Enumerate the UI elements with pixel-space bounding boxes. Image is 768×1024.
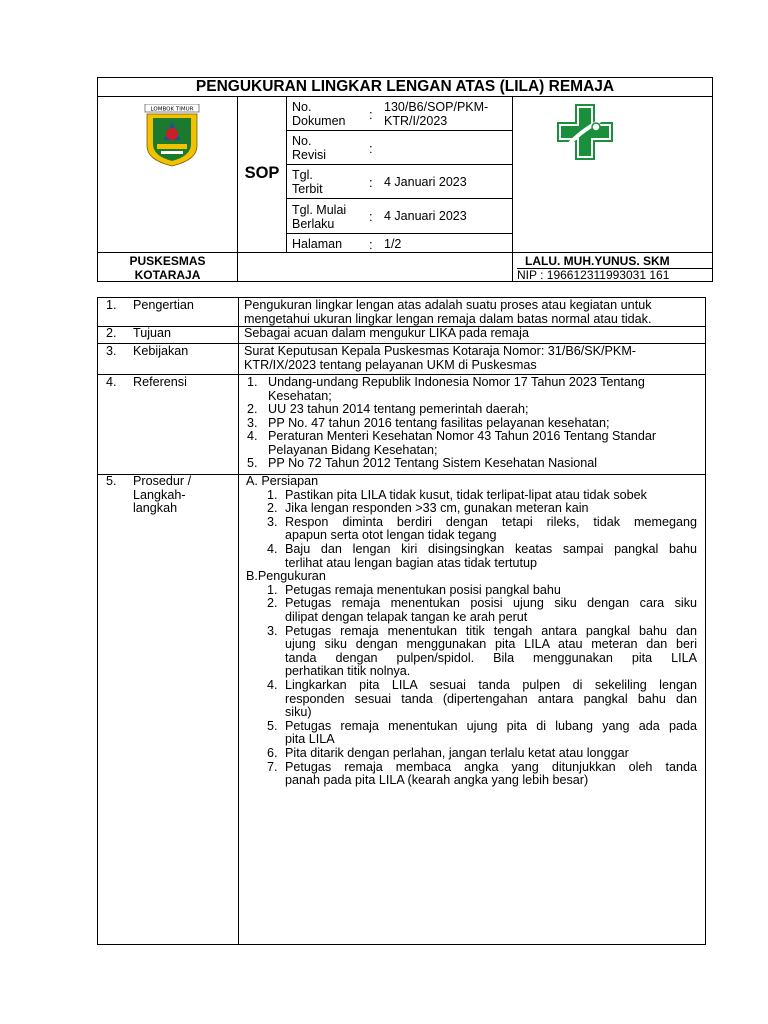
list-text-line: responden sesuai tanda (dipertengahan antara pangkal bahu dan — [285, 691, 697, 706]
list-number: 5. — [267, 718, 278, 733]
list-number: 3. — [267, 514, 278, 529]
list-text-line: Pelayanan Bidang Kesehatan; — [268, 442, 438, 457]
section-name: Referensi — [133, 375, 187, 389]
section-name: Pengertian — [133, 298, 194, 312]
list-text-line: Undang-undang Republik Indonesia Nomor 17 Tahun 2023 Tentang — [268, 375, 645, 389]
list-item — [246, 720, 700, 747]
list-text-line: pita LILA — [285, 732, 335, 747]
meta-row-halaman — [286, 233, 513, 253]
meta-value: 4 Januari 2023 — [384, 175, 467, 189]
list-text-line: PP No 72 Tahun 2012 Tentang Sistem Kesehatan Nasional — [268, 456, 598, 471]
list-item — [244, 403, 704, 417]
section-text-line: KTR/IX/2023 tentang pelayanan UKM di Puskesmas — [244, 357, 537, 372]
list-item — [246, 516, 700, 543]
section-text-line: mengetahui ukuran lingkar lengan remaja dalam batas normal atau tidak. — [244, 311, 652, 326]
sop-label: SOP — [244, 164, 280, 182]
signer-cell — [512, 252, 713, 282]
list-text-line: Pastikan pita LILA tidak kusut, tidak terlipat-lipat atau tidak sobek — [285, 487, 647, 502]
list-item — [244, 417, 704, 431]
list-item — [244, 457, 704, 471]
section-name: langkah — [133, 501, 178, 516]
meta-value: 1/2 — [384, 237, 402, 251]
list-number: 1. — [267, 487, 278, 502]
document-title: PENGUKURAN LINGKAR LENGAN ATAS (LILA) REMAJA — [97, 77, 713, 97]
section-number: 5. — [106, 474, 117, 488]
section-name: Prosedur / — [133, 474, 192, 488]
list-text-line: Respon diminta berdiri dengan tetapi rileks, tidak memegang — [285, 514, 697, 529]
emblem-caption: LOMBOK TIMUR — [150, 106, 194, 113]
list-text-line: Petugas remaja menentukan posisi ujung siku dengan cara siku — [285, 596, 697, 611]
list-item — [246, 543, 700, 570]
section-name: Tujuan — [133, 326, 172, 340]
meta-colon: : — [369, 141, 373, 156]
list-number: 4. — [267, 541, 278, 556]
meta-value: 4 Januari 2023 — [384, 209, 467, 223]
list-text-line: Petugas remaja menentukan posisi pangkal bahu — [285, 582, 561, 597]
meta-value: KTR/I/2023 — [384, 114, 448, 128]
meta-colon: : — [369, 209, 373, 224]
list-number: 7. — [267, 759, 278, 774]
list-number: 5. — [247, 456, 258, 471]
meta-colon: : — [369, 107, 373, 122]
list-text-line: ujung siku dengan menggunakan pita LILA atau meteran dan beri — [285, 637, 697, 652]
meta-label: No. — [292, 134, 312, 148]
meta-label: No. — [292, 100, 312, 114]
section-number: 4. — [106, 375, 117, 389]
section-text-line: Surat Keputusan Kepala Puskesmas Kotaraja Nomor: 31/B6/SK/PKM- — [244, 344, 637, 358]
list-item — [246, 489, 700, 503]
list-number: 1. — [267, 582, 278, 597]
list-item — [244, 430, 704, 457]
meta-label: Tgl. Mulai — [292, 203, 347, 217]
list-item — [246, 761, 700, 788]
list-item — [246, 502, 700, 516]
list-text-line: terlihat atau lengan bagian atas tidak tertutup — [285, 555, 538, 570]
section-number: 2. — [106, 326, 117, 340]
signer-nip: NIP : 196612311993031 161 — [517, 268, 713, 282]
meta-value: 130/B6/SOP/PKM- — [384, 100, 489, 114]
signer-name: LALU. MUH.YUNUS. SKM — [525, 254, 670, 268]
list-text-line: siku) — [285, 705, 312, 720]
list-number: 6. — [267, 745, 278, 760]
list-text-line: Petugas remaja menentukan ujung pita di lubang yang ada pada — [285, 718, 697, 733]
list-text-line: Peraturan Menteri Kesehatan Nomor 43 Tahun 2016 Tentang Standar — [268, 429, 657, 444]
list-text-line: tanda dengan pulpen/spidol. Bila menggunakan pita LILA — [285, 650, 697, 665]
meta-row-berlaku — [286, 198, 513, 234]
list-number: 1. — [247, 375, 258, 389]
referensi-list — [244, 376, 704, 471]
list-item — [246, 584, 700, 598]
meta-row-dokumen — [286, 96, 513, 131]
list-text-line: Kesehatan; — [268, 388, 332, 403]
list-text-line: Petugas remaja menentukan titik tengah antara pangkal bahu dan — [285, 623, 697, 638]
part-a-label: A. Persiapan — [246, 474, 319, 488]
list-text-line: Pita ditarik dengan perlahan, jangan terlalu ketat atau longgar — [285, 745, 629, 760]
meta-label: Berlaku — [292, 217, 335, 231]
meta-colon: : — [369, 237, 373, 252]
list-item — [246, 597, 700, 624]
list-text-line: Lingkarkan pita LILA sesuai tanda pulpen di sekeliling lengan — [285, 677, 697, 692]
list-item — [244, 376, 704, 403]
section-text-line: Sebagai acuan dalam mengukur LIKA pada remaja — [244, 326, 529, 340]
list-number: 3. — [267, 623, 278, 638]
list-text-line: dilipat dengan telapak tangan ke arah perut — [285, 609, 528, 624]
section-number: 3. — [106, 344, 117, 358]
part-b-label: B.Pengukuran — [246, 569, 326, 584]
list-text-line: UU 23 tahun 2014 tentang pemerintah daerah; — [268, 402, 529, 416]
list-number: 2. — [267, 596, 278, 611]
org-name: PUSKESMAS — [129, 254, 206, 268]
list-number: 4. — [267, 677, 278, 692]
meta-label: Revisi — [292, 148, 327, 162]
meta-label: Dokumen — [292, 114, 346, 128]
meta-row-revisi — [286, 130, 513, 165]
meta-label: Tgl. — [292, 168, 313, 182]
list-number: 3. — [247, 415, 258, 430]
prosedur-body — [246, 475, 700, 788]
section-name: Langkah- — [133, 487, 186, 502]
section-number: 1. — [106, 298, 117, 312]
list-text-line: PP No. 47 tahun 2016 tentang fasilitas pelayanan kesehatan; — [268, 415, 610, 430]
list-item — [246, 747, 700, 761]
list-number: 2. — [247, 402, 258, 416]
section-name: Kebijakan — [133, 344, 189, 358]
list-item — [246, 625, 700, 679]
list-text-line: Jika lengan responden >33 cm, gunakan meteran kain — [285, 501, 589, 516]
section-text-line: Pengukuran lingkar lengan atas adalah suatu proses atau kegiatan untuk — [244, 298, 652, 312]
list-number: 4. — [247, 429, 258, 444]
meta-row-terbit — [286, 164, 513, 199]
meta-label: Terbit — [292, 182, 323, 196]
list-text-line: apapun serta otot lengan tidak tegang — [285, 528, 497, 543]
puskesmas-cross-icon — [556, 103, 614, 161]
header-empty-middle-cell — [237, 252, 513, 282]
meta-label: Halaman — [292, 237, 343, 251]
regency-emblem-icon — [143, 104, 201, 168]
list-number: 2. — [267, 501, 278, 516]
meta-colon: : — [369, 175, 373, 190]
org-cell — [97, 252, 238, 282]
org-location: KOTARAJA — [134, 268, 201, 282]
list-text-line: Petugas remaja membaca angka yang ditunjukkan oleh tanda — [285, 759, 697, 774]
list-item — [246, 679, 700, 720]
list-text-line: perhatikan titik nolnya. — [285, 664, 411, 679]
list-text-line: panah pada pita LILA (kearah angka yang lebih besar) — [285, 773, 589, 788]
list-text-line: Baju dan lengan kiri disingsingkan keatas sampai pangkal bahu — [285, 541, 697, 556]
